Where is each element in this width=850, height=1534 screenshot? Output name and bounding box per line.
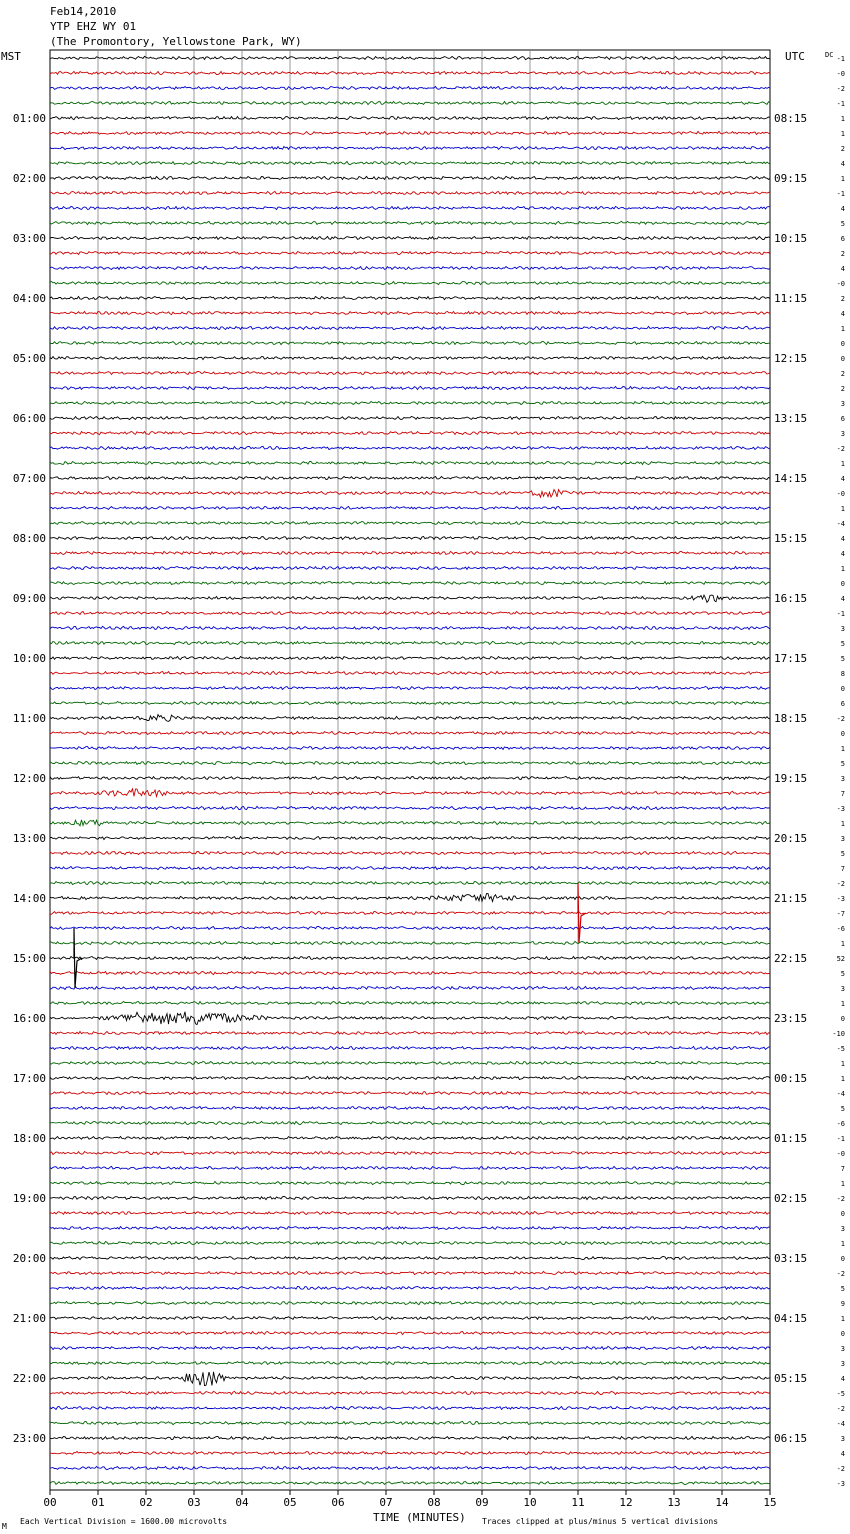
trace-3 <box>50 101 770 104</box>
dc-offset-label: 0 <box>840 340 845 348</box>
dc-offset-label: -5 <box>836 1390 845 1398</box>
trace-89 <box>50 1391 770 1394</box>
trace-24 <box>50 416 770 419</box>
utc-hour-label: 06:15 <box>774 1432 808 1445</box>
x-tick-label: 11 <box>571 1496 585 1509</box>
utc-hour-label: 16:15 <box>774 592 808 605</box>
trace-50 <box>50 806 770 809</box>
dc-offset-label: -0 <box>836 70 845 78</box>
trace-63 <box>50 1001 770 1004</box>
trace-34 <box>50 567 770 570</box>
x-tick-label: 02 <box>139 1496 153 1509</box>
mst-hour-label: 02:00 <box>12 172 46 185</box>
dc-offset-label: -7 <box>836 910 845 918</box>
dc-offset-label: -5 <box>836 1045 845 1053</box>
dc-offset-label: 3 <box>840 625 845 633</box>
utc-hour-label: 14:15 <box>774 472 808 485</box>
trace-86 <box>50 1346 770 1349</box>
trace-53 <box>50 851 770 854</box>
trace-4 <box>50 116 770 119</box>
mst-hour-label: 01:00 <box>12 112 46 125</box>
dc-offset-label: 5 <box>840 850 845 858</box>
dc-offset-label: 2 <box>840 370 845 378</box>
dc-offset-label: 4 <box>840 550 845 558</box>
trace-80 <box>50 1256 770 1259</box>
trace-42 <box>50 686 770 689</box>
right-timezone-label: UTC <box>785 50 805 63</box>
dc-offset-label: 5 <box>840 1105 845 1113</box>
trace-22 <box>50 386 770 389</box>
utc-hour-label: 21:15 <box>774 892 808 905</box>
dc-offset-label: 4 <box>840 265 845 273</box>
mst-hour-label: 20:00 <box>12 1252 46 1265</box>
trace-90 <box>50 1406 770 1409</box>
x-tick-label: 05 <box>283 1496 297 1509</box>
trace-76 <box>50 1196 770 1199</box>
dc-offset-label: 1 <box>840 1000 845 1008</box>
trace-92 <box>50 1436 770 1439</box>
dc-offset-label: 1 <box>840 505 845 513</box>
dc-offset-label: 0 <box>840 685 845 693</box>
dc-offset-label: -2 <box>836 85 845 93</box>
x-tick-label: 13 <box>667 1496 681 1509</box>
dc-offset-label: 52 <box>836 955 845 963</box>
trace-18 <box>50 326 770 329</box>
dc-offset-label: 6 <box>840 700 845 708</box>
utc-hour-label: 01:15 <box>774 1132 808 1145</box>
trace-11 <box>50 221 770 224</box>
dc-offset-label: 0 <box>840 730 845 738</box>
trace-13 <box>50 251 770 254</box>
dc-offset-label: -2 <box>836 1465 845 1473</box>
x-tick-label: 09 <box>475 1496 489 1509</box>
trace-2 <box>50 86 770 89</box>
trace-72 <box>50 1137 770 1140</box>
mst-hour-label: 22:00 <box>12 1372 46 1385</box>
trace-48 <box>50 776 770 779</box>
dc-offset-label: 7 <box>840 1165 845 1173</box>
dc-offset-label: 5 <box>840 640 845 648</box>
trace-29 <box>50 490 770 498</box>
dc-offset-label: 3 <box>840 1435 845 1443</box>
mst-hour-label: 18:00 <box>12 1132 46 1145</box>
dc-offset-label: 3 <box>840 775 845 783</box>
trace-74 <box>50 1166 770 1169</box>
dc-offset-label: -1 <box>836 100 845 108</box>
trace-8 <box>50 176 770 179</box>
dc-offset-label: 4 <box>840 535 845 543</box>
utc-hour-label: 08:15 <box>774 112 808 125</box>
dc-offset-label: 2 <box>840 145 845 153</box>
trace-1 <box>50 71 770 74</box>
trace-37 <box>50 612 770 615</box>
dc-offset-label: 0 <box>840 1330 845 1338</box>
dc-offset-label: -2 <box>836 445 845 453</box>
dc-offset-label: 1 <box>840 1075 845 1083</box>
mst-hour-label: 16:00 <box>12 1012 46 1025</box>
dc-offset-label: 0 <box>840 1015 845 1023</box>
dc-offset-label: 1 <box>840 565 845 573</box>
mst-hour-label: 04:00 <box>12 292 46 305</box>
dc-offset-label: 0 <box>840 580 845 588</box>
dc-offset-label: 4 <box>840 205 845 213</box>
trace-5 <box>50 131 770 134</box>
dc-offset-label: 0 <box>840 1255 845 1263</box>
dc-offset-label: 3 <box>840 835 845 843</box>
dc-offset-label: 1 <box>840 1180 845 1188</box>
trace-67 <box>50 1062 770 1065</box>
dc-offset-label: 1 <box>840 820 845 828</box>
trace-15 <box>50 281 770 284</box>
trace-35 <box>50 581 770 584</box>
trace-36 <box>50 595 770 602</box>
dc-offset-label: 1 <box>840 1315 845 1323</box>
trace-71 <box>50 1121 770 1124</box>
dc-offset-label: 2 <box>840 250 845 258</box>
x-tick-label: 10 <box>523 1496 537 1509</box>
utc-hour-label: 09:15 <box>774 172 808 185</box>
dc-offset-label: -1 <box>836 190 845 198</box>
trace-87 <box>50 1362 770 1365</box>
mst-hour-label: 08:00 <box>12 532 46 545</box>
dc-offset-label: 9 <box>840 1300 845 1308</box>
trace-84 <box>50 1316 770 1319</box>
dc-offset-label: -0 <box>836 280 845 288</box>
trace-95 <box>50 1482 770 1485</box>
dc-offset-label: 7 <box>840 790 845 798</box>
dc-offset-label: 2 <box>840 385 845 393</box>
dc-offset-label: 5 <box>840 655 845 663</box>
dc-offset-label: -1 <box>836 610 845 618</box>
dc-offset-label: 4 <box>840 160 845 168</box>
dc-offset-label: 8 <box>840 670 845 678</box>
trace-0 <box>50 56 770 59</box>
corner-mark: M <box>2 1522 7 1531</box>
trace-7 <box>50 161 770 164</box>
dc-offset-label: 7 <box>840 865 845 873</box>
trace-19 <box>50 342 770 345</box>
x-tick-label: 04 <box>235 1496 249 1509</box>
utc-hour-label: 02:15 <box>774 1192 808 1205</box>
trace-26 <box>50 446 770 449</box>
dc-offset-label: 1 <box>840 175 845 183</box>
x-tick-label: 00 <box>43 1496 57 1509</box>
mst-hour-label: 06:00 <box>12 412 46 425</box>
trace-57 <box>50 912 770 915</box>
trace-52 <box>50 837 770 840</box>
dc-offset-label: 3 <box>840 1345 845 1353</box>
trace-78 <box>50 1227 770 1230</box>
dc-offset-label: -10 <box>832 1030 845 1038</box>
dc-offset-label: 5 <box>840 1285 845 1293</box>
dc-offset-label: -1 <box>836 55 845 63</box>
trace-16 <box>50 296 770 299</box>
trace-38 <box>50 626 770 629</box>
utc-hour-label: 12:15 <box>774 352 808 365</box>
trace-32 <box>50 536 770 539</box>
trace-41 <box>50 671 770 674</box>
location-title: (The Promontory, Yellowstone Park, WY) <box>50 35 302 48</box>
dc-offset-label: 3 <box>840 1360 845 1368</box>
utc-hour-label: 03:15 <box>774 1252 808 1265</box>
trace-51 <box>50 820 770 826</box>
utc-hour-label: 00:15 <box>774 1072 808 1085</box>
trace-55 <box>50 882 770 885</box>
dc-offset-label: 1 <box>840 115 845 123</box>
trace-66 <box>50 1046 770 1049</box>
dc-offset-label: -2 <box>836 880 845 888</box>
mst-hour-label: 09:00 <box>12 592 46 605</box>
utc-hour-label: 11:15 <box>774 292 808 305</box>
utc-hour-label: 15:15 <box>774 532 808 545</box>
mst-hour-label: 07:00 <box>12 472 46 485</box>
trace-44 <box>50 715 770 722</box>
utc-hour-label: 10:15 <box>774 232 808 245</box>
mst-hour-label: 03:00 <box>12 232 46 245</box>
dc-offset-label: -4 <box>836 1420 845 1428</box>
dc-offset-label: -3 <box>836 895 845 903</box>
left-timezone-label: MST <box>1 50 21 63</box>
dc-offset-label: 3 <box>840 1225 845 1233</box>
scale-note: Each Vertical Division = 1600.00 microvolts <box>20 1517 228 1526</box>
trace-27 <box>50 461 770 464</box>
dc-offset-label: 1 <box>840 1060 845 1068</box>
dc-offset-label: 1 <box>840 130 845 138</box>
trace-85 <box>50 1332 770 1335</box>
dc-offset-label: 4 <box>840 1450 845 1458</box>
trace-14 <box>50 266 770 269</box>
trace-91 <box>50 1421 770 1424</box>
mst-hour-label: 21:00 <box>12 1312 46 1325</box>
trace-12 <box>50 236 770 239</box>
trace-81 <box>50 1271 770 1274</box>
trace-64 <box>50 1012 770 1025</box>
dc-offset-label: -6 <box>836 925 845 933</box>
trace-39 <box>50 641 770 644</box>
dc-offset-label: 1 <box>840 940 845 948</box>
dc-offset-label: 4 <box>840 475 845 483</box>
dc-offset-label: 6 <box>840 415 845 423</box>
dc-offset-label: 0 <box>840 1210 845 1218</box>
trace-93 <box>50 1452 770 1455</box>
utc-hour-label: 05:15 <box>774 1372 808 1385</box>
mst-hour-label: 13:00 <box>12 832 46 845</box>
dc-offset-label: 0 <box>840 355 845 363</box>
dc-offset-label: 6 <box>840 235 845 243</box>
trace-69 <box>50 1092 770 1095</box>
trace-54 <box>50 866 770 869</box>
mst-hour-label: 23:00 <box>12 1432 46 1445</box>
dc-offset-label: 3 <box>840 985 845 993</box>
dc-offset-label: -2 <box>836 1270 845 1278</box>
trace-61 <box>50 972 770 975</box>
x-tick-label: 08 <box>427 1496 441 1509</box>
dc-offset-label: -4 <box>836 520 845 528</box>
trace-33 <box>50 551 770 554</box>
dc-offset-label: -6 <box>836 1120 845 1128</box>
trace-43 <box>50 701 770 704</box>
x-tick-label: 14 <box>715 1496 729 1509</box>
trace-46 <box>50 747 770 750</box>
utc-hour-label: 04:15 <box>774 1312 808 1325</box>
dc-offset-label: 1 <box>840 325 845 333</box>
dc-offset-label: 5 <box>840 970 845 978</box>
trace-79 <box>50 1242 770 1245</box>
trace-75 <box>50 1181 770 1184</box>
trace-9 <box>50 192 770 195</box>
trace-6 <box>50 146 770 149</box>
mst-hour-label: 05:00 <box>12 352 46 365</box>
dc-offset-label: -2 <box>836 1405 845 1413</box>
trace-58 <box>50 926 770 929</box>
date-title: Feb14,2010 <box>50 5 117 18</box>
clip-note: Traces clipped at plus/minus 5 vertical divisions <box>482 1517 719 1526</box>
trace-25 <box>50 431 770 434</box>
dc-offset-label: 1 <box>840 745 845 753</box>
dc-offset-label: 3 <box>840 400 845 408</box>
trace-23 <box>50 401 770 404</box>
trace-88 <box>50 1372 770 1386</box>
mst-hour-label: 15:00 <box>12 952 46 965</box>
dc-offset-label: 5 <box>840 760 845 768</box>
dc-offset-label: -1 <box>836 1135 845 1143</box>
mst-hour-label: 14:00 <box>12 892 46 905</box>
dc-offset-label: -0 <box>836 490 845 498</box>
x-tick-label: 07 <box>379 1496 393 1509</box>
utc-hour-label: 13:15 <box>774 412 808 425</box>
trace-21 <box>50 371 770 374</box>
mst-hour-label: 12:00 <box>12 772 46 785</box>
trace-83 <box>50 1301 770 1304</box>
trace-49 <box>50 789 770 797</box>
dc-offset-label: -4 <box>836 1090 845 1098</box>
trace-73 <box>50 1151 770 1154</box>
utc-hour-label: 22:15 <box>774 952 808 965</box>
trace-60 <box>50 956 770 959</box>
dc-offset-label: -2 <box>836 715 845 723</box>
trace-70 <box>50 1106 770 1109</box>
dc-offset-label: -2 <box>836 1195 845 1203</box>
dc-offset-label: 4 <box>840 595 845 603</box>
trace-47 <box>50 761 770 764</box>
mst-hour-label: 19:00 <box>12 1192 46 1205</box>
dc-offset-label: 1 <box>840 1240 845 1248</box>
dc-offset-label: -3 <box>836 805 845 813</box>
dc-offset-label: 2 <box>840 295 845 303</box>
utc-hour-label: 17:15 <box>774 652 808 665</box>
dc-label: DC <box>825 51 834 59</box>
trace-40 <box>50 657 770 660</box>
dc-offset-label: -3 <box>836 1480 845 1488</box>
mst-hour-label: 17:00 <box>12 1072 46 1085</box>
trace-28 <box>50 477 770 480</box>
dc-offset-label: 4 <box>840 310 845 318</box>
mst-hour-label: 11:00 <box>12 712 46 725</box>
trace-20 <box>50 356 770 359</box>
x-tick-label: 01 <box>91 1496 105 1509</box>
x-tick-label: 15 <box>763 1496 777 1509</box>
utc-hour-label: 23:15 <box>774 1012 808 1025</box>
x-tick-label: 12 <box>619 1496 633 1509</box>
x-tick-label: 06 <box>331 1496 345 1509</box>
trace-68 <box>50 1076 770 1079</box>
dc-offset-label: -0 <box>836 1150 845 1158</box>
utc-hour-label: 20:15 <box>774 832 808 845</box>
x-axis-label: TIME (MINUTES) <box>373 1511 466 1524</box>
trace-45 <box>50 731 770 734</box>
trace-65 <box>50 1031 770 1034</box>
trace-59 <box>50 941 770 944</box>
trace-56 <box>50 894 770 902</box>
trace-17 <box>50 311 770 314</box>
utc-hour-label: 19:15 <box>774 772 808 785</box>
dc-offset-label: 4 <box>840 1375 845 1383</box>
trace-62 <box>50 987 770 990</box>
utc-hour-label: 18:15 <box>774 712 808 725</box>
trace-77 <box>50 1211 770 1214</box>
trace-10 <box>50 206 770 209</box>
trace-82 <box>50 1286 770 1289</box>
mst-hour-label: 10:00 <box>12 652 46 665</box>
station-title: YTP EHZ WY 01 <box>50 20 137 33</box>
trace-94 <box>50 1466 770 1469</box>
trace-30 <box>50 506 770 509</box>
dc-offset-label: 1 <box>840 460 845 468</box>
x-tick-label: 03 <box>187 1496 201 1509</box>
dc-offset-label: 5 <box>840 220 845 228</box>
trace-31 <box>50 522 770 525</box>
dc-offset-label: 3 <box>840 430 845 438</box>
